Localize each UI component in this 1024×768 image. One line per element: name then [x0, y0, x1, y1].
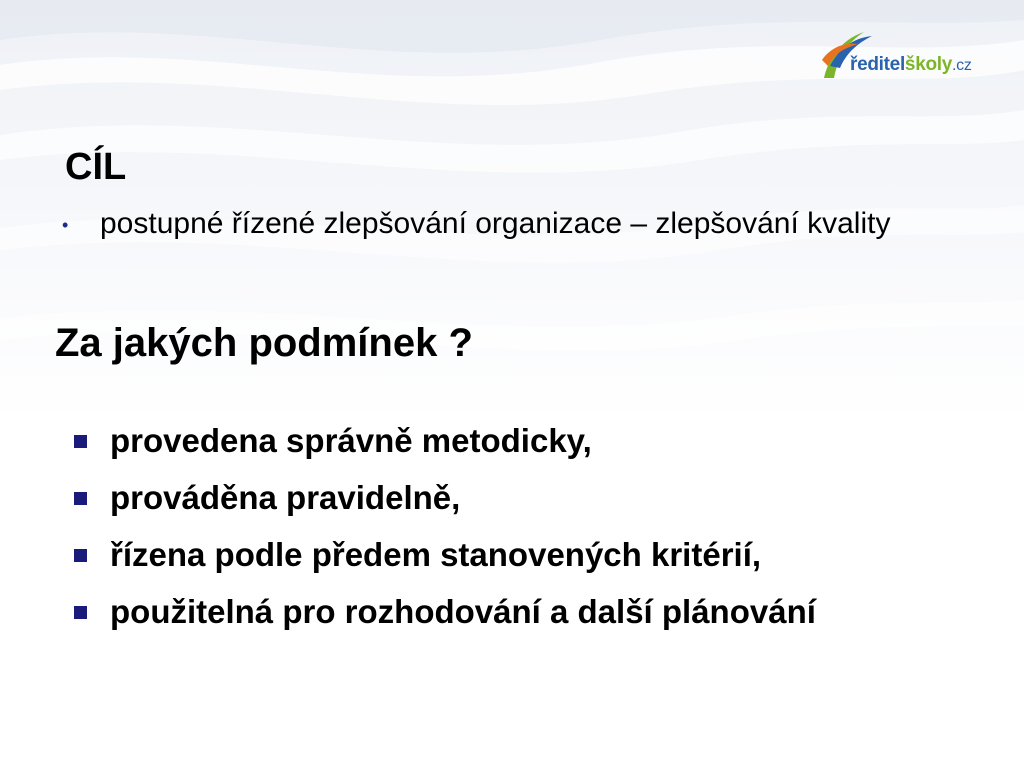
condition-item — [72, 477, 816, 534]
conditions-list — [72, 420, 816, 648]
goal-item-text: postupné řízené zlepšování organizace – zlepšování kvality — [100, 207, 891, 240]
logo-text-part3: .cz — [952, 57, 972, 74]
square-bullet-icon — [74, 492, 87, 505]
goal-item — [62, 208, 942, 240]
square-bullet-icon — [74, 606, 87, 619]
logo-text-part1: ředitel — [850, 54, 905, 75]
condition-text: provedena správně metodicky, — [110, 422, 592, 459]
condition-item — [72, 420, 816, 477]
square-bullet-icon — [74, 549, 87, 562]
conditions-question: Za jakých podmínek ? — [55, 321, 473, 365]
goal-list — [62, 208, 942, 240]
square-bullet-icon — [74, 435, 87, 448]
condition-item — [72, 534, 816, 591]
bullet-dot-icon: • — [62, 215, 69, 235]
condition-text: použitelná pro rozhodování a další plánování — [110, 593, 816, 630]
condition-text: prováděna pravidelně, — [110, 479, 461, 516]
logo-text-part2: školy — [904, 54, 953, 75]
goal-heading: CÍL — [65, 146, 127, 188]
site-logo[interactable] — [818, 26, 1008, 88]
logo-wordmark — [850, 55, 972, 74]
condition-text: řízena podle předem stanovených kritérií, — [110, 536, 762, 573]
condition-item — [72, 591, 816, 648]
